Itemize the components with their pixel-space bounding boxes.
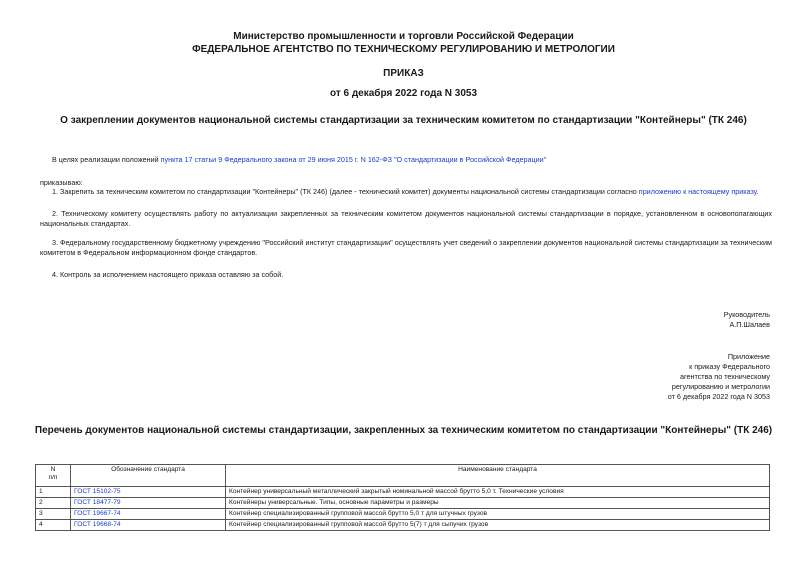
row-number: 2 — [36, 498, 71, 509]
row-number: 1 — [36, 487, 71, 498]
standard-link[interactable] — [71, 520, 226, 531]
order-word: приказываю: — [40, 178, 83, 187]
appendix-line-1: Приложение — [727, 352, 770, 361]
standard-name: Контейнер универсальный металлический закрытый номинальной массой брутто 5,0 т. Технические условия — [226, 487, 770, 498]
row-number: 3 — [36, 509, 71, 520]
table-row — [36, 498, 770, 509]
appendix-line-5: от 6 декабря 2022 года N 3053 — [667, 392, 770, 401]
standard-link[interactable] — [71, 509, 226, 520]
column-header-number — [36, 465, 71, 487]
column-header-number-line-1: N — [50, 466, 56, 473]
table-header-row — [36, 465, 770, 487]
table-row — [36, 509, 770, 520]
intro-prefix: В целях реализации положений — [52, 155, 161, 164]
paragraph-1-end: . — [756, 187, 759, 196]
document-date-number: от 6 декабря 2022 года N 3053 — [329, 88, 478, 99]
standard-link[interactable] — [71, 498, 226, 509]
column-header-number-line-2: п/п — [48, 474, 58, 481]
standard-name: Контейнер специализированный групповой массой брутто 5(7) т для сыпучих грузов — [226, 520, 770, 531]
federal-law-link[interactable]: пункта 17 статьи 9 Федерального закона от 29 июня 2015 г. N 162-ФЗ "О стандартизации в Российской Федерации" — [160, 155, 547, 164]
standard-designation[interactable]: ГОСТ 19668-74 — [74, 521, 121, 528]
table-row — [36, 520, 770, 531]
document-subject: О закреплении документов национальной системы стандартизации за техническим комитетом по стандартизации "Контейнеры" (ТК 246) — [60, 115, 747, 126]
standard-link[interactable] — [71, 487, 226, 498]
standards-table — [35, 464, 770, 531]
document-type: ПРИКАЗ — [383, 68, 424, 79]
appendix-line-2: к приказу Федерального — [689, 362, 770, 371]
standards-list-title: Перечень документов национальной системы стандартизации, закрепленных за техническим комитетом по стандартизации "Контейнеры" (ТК 246) — [34, 425, 773, 436]
signature-block — [724, 310, 770, 330]
paragraph-3: 3. Федеральному государственному бюджетному учреждению "Российский институт стандартизации" осуществлять учет сведений о закреплении документов национальной системы стандартизации за техническим комитетом в Федеральном информационном фонде стандартов. — [40, 238, 772, 257]
standard-designation[interactable]: ГОСТ 15102-75 — [74, 488, 121, 495]
standard-name: Контейнер специализированный групповой массой брутто 5,0 т для штучных грузов — [226, 509, 770, 520]
standard-designation[interactable]: ГОСТ 19667-74 — [74, 510, 121, 517]
column-header-name: Наименование стандарта — [226, 465, 770, 487]
appendix-link[interactable]: приложению к настоящему приказу — [638, 187, 757, 196]
table-row — [36, 487, 770, 498]
standard-designation[interactable]: ГОСТ 18477-79 — [74, 499, 121, 506]
intro-paragraph — [52, 155, 772, 165]
standard-name: Контейнеры универсальные. Типы, основные параметры и размеры — [226, 498, 770, 509]
paragraph-2: 2. Техническому комитету осуществлять работу по актуализации закрепленных за техническим комитетом документов национальной системы стандартизации в порядке, установленном в основополагающих национальных стандартах. — [40, 209, 772, 228]
ministry-heading: Министерство промышленности и торговли Российской Федерации — [233, 31, 574, 42]
paragraph-1 — [52, 187, 772, 197]
appendix-reference — [668, 352, 770, 402]
row-number: 4 — [36, 520, 71, 531]
agency-heading: ФЕДЕРАЛЬНОЕ АГЕНТСТВО ПО ТЕХНИЧЕСКОМУ РЕГУЛИРОВАНИЮ И МЕТРОЛОГИИ — [192, 44, 615, 55]
appendix-line-3: агентства по техническому — [680, 372, 770, 381]
paragraph-4: 4. Контроль за исполнением настоящего приказа оставляю за собой. — [52, 270, 284, 279]
paragraph-1-text: 1. Закрепить за техническим комитетом по стандартизации "Контейнеры" (ТК 246) (далее - технический комитет) документы национальной системы стандартизации согласно — [52, 187, 639, 196]
appendix-line-4: регулированию и метрологии — [671, 382, 770, 391]
signer-name: А.П.Шалаев — [729, 320, 770, 329]
column-header-designation: Обозначение стандарта — [71, 465, 226, 487]
signer-position: Руководитель — [723, 310, 770, 319]
